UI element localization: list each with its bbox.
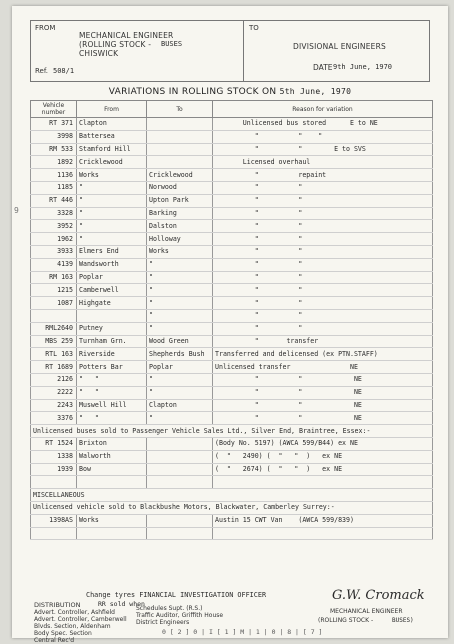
cell-to <box>147 476 213 489</box>
table-row <box>31 118 433 131</box>
table-body <box>31 118 433 540</box>
cell-to <box>147 143 213 156</box>
cell-to <box>147 437 213 450</box>
cell-to: Upton Park <box>147 194 213 207</box>
cell-vehicle: 1185 <box>31 181 77 194</box>
cell-from: Works <box>77 169 147 182</box>
cell-reason: " transfer <box>213 335 433 348</box>
cell-from: Muswell Hill <box>77 399 147 412</box>
cell-to: Norwood <box>147 181 213 194</box>
col-header-from: From <box>77 101 147 118</box>
cell-vehicle: 1215 <box>31 284 77 297</box>
cell-vehicle: RT 371 <box>31 118 77 131</box>
cell-to: Poplar <box>147 361 213 374</box>
cell-reason: Unlicensed transfer NE <box>213 361 433 374</box>
distribution-item: Body Spec. Section <box>34 630 92 637</box>
table-row <box>31 386 433 399</box>
header-box <box>30 20 430 82</box>
cell-vehicle: RT 1524 <box>31 437 77 450</box>
distribution-list-2 <box>136 605 223 626</box>
cell-reason: " " <box>213 271 433 284</box>
cell-vehicle: 2222 <box>31 386 77 399</box>
cell-vehicle: RM 163 <box>31 271 77 284</box>
cell-vehicle <box>31 476 77 489</box>
cell-reason: (Body No. 5197) (AWCA 599/B44) ex NE <box>213 437 433 450</box>
page-title <box>12 87 448 97</box>
cell-to <box>147 527 213 540</box>
distribution-item: Central Rec'd <box>34 637 75 644</box>
cell-to: Shepherds Bush <box>147 348 213 361</box>
cell-from <box>77 309 147 322</box>
cell-reason: Austin 15 CWT Van (AWCA 599/839) <box>213 514 433 527</box>
cell-vehicle <box>31 527 77 540</box>
cell-reason: ( " 2674) ( " " ) ex NE <box>213 463 433 476</box>
table-row <box>31 309 433 322</box>
table-row <box>31 233 433 246</box>
cell-from: Camberwell <box>77 284 147 297</box>
cell-reason: " " <box>213 284 433 297</box>
cell-reason: " " <box>213 245 433 258</box>
distribution-item: District Engineers <box>136 619 190 626</box>
table-row <box>31 437 433 450</box>
cell-to: Barking <box>147 207 213 220</box>
distribution-note: Change tyres FINANCIAL INVESTIGATION OFFICER <box>86 591 267 599</box>
distribution-label: DISTRIBUTION <box>34 601 81 609</box>
buses-typed: BUSES <box>161 40 183 48</box>
cell-reason: " repaint <box>213 169 433 182</box>
table-note-row <box>31 425 433 438</box>
cell-reason: " " <box>213 309 433 322</box>
cell-from <box>77 527 147 540</box>
table-row <box>31 220 433 233</box>
note-text: Unlicensed buses sold to Passenger Vehicle Sales Ltd., Silver End, Braintree, Essex:- <box>31 425 433 438</box>
cell-from: " <box>77 181 147 194</box>
cell-vehicle: 1338 <box>31 450 77 463</box>
cell-to: Works <box>147 245 213 258</box>
cell-to: " <box>147 284 213 297</box>
cell-to <box>147 514 213 527</box>
cell-from: Cricklewood <box>77 156 147 169</box>
table-header-row <box>31 101 433 118</box>
cell-reason: Unlicensed bus stored E to NE <box>213 118 433 131</box>
cell-from: " " <box>77 373 147 386</box>
table-row <box>31 348 433 361</box>
cell-to <box>147 156 213 169</box>
table-row <box>31 335 433 348</box>
cell-to: " <box>147 309 213 322</box>
date-value: 9th June, 1970 <box>333 63 393 71</box>
table-row <box>31 514 433 527</box>
cell-vehicle: 1136 <box>31 169 77 182</box>
cell-reason: " " <box>213 233 433 246</box>
cell-to: Clapton <box>147 399 213 412</box>
cell-to: " <box>147 412 213 425</box>
table-row <box>31 527 433 540</box>
cell-from: Putney <box>77 322 147 335</box>
cell-vehicle: 3952 <box>31 220 77 233</box>
cell-from: Works <box>77 514 147 527</box>
title-date: 5th June, 1970 <box>279 87 352 96</box>
cell-reason: " " NE <box>213 386 433 399</box>
cell-from: " " <box>77 386 147 399</box>
cell-to: " <box>147 373 213 386</box>
table-row <box>31 476 433 489</box>
table-row <box>31 156 433 169</box>
cell-from: Brixton <box>77 437 147 450</box>
cell-reason: " " <box>213 258 433 271</box>
cell-from: Highgate <box>77 297 147 310</box>
table-row <box>31 181 433 194</box>
cell-from: Bow <box>77 463 147 476</box>
cell-from: Stamford Hill <box>77 143 147 156</box>
cell-vehicle: RT 446 <box>31 194 77 207</box>
cell-from: " " <box>77 412 147 425</box>
cell-from: Battersea <box>77 130 147 143</box>
cell-from: Walworth <box>77 450 147 463</box>
cell-vehicle: 3328 <box>31 207 77 220</box>
cell-to: " <box>147 297 213 310</box>
cell-reason <box>213 476 433 489</box>
to-label: TO <box>249 24 259 32</box>
cell-reason <box>213 527 433 540</box>
cell-vehicle <box>31 309 77 322</box>
distribution-item: Schedules Supt. (R.S.) <box>136 605 203 612</box>
variations-table <box>30 100 433 540</box>
table-row <box>31 143 433 156</box>
cell-from <box>77 476 147 489</box>
cell-vehicle: 1087 <box>31 297 77 310</box>
from-line-1: MECHANICAL ENGINEER <box>79 31 174 40</box>
cell-from: Riverside <box>77 348 147 361</box>
cell-from: " <box>77 207 147 220</box>
table-row <box>31 463 433 476</box>
distribution-item: Traffic Auditor, Griffith House <box>136 612 224 619</box>
cell-reason: Transferred and delicensed (ex PTN.STAFF) <box>213 348 433 361</box>
cell-reason: " " <box>213 297 433 310</box>
cell-to: " <box>147 258 213 271</box>
cell-vehicle: MBS 259 <box>31 335 77 348</box>
col-header-reason: Reason for variation <box>213 101 433 118</box>
table-row <box>31 361 433 374</box>
cell-vehicle: 3998 <box>31 130 77 143</box>
cell-reason: " " NE <box>213 399 433 412</box>
cell-from: " <box>77 220 147 233</box>
cell-vehicle: 2126 <box>31 373 77 386</box>
distribution-item: Advert. Controller, Camberwell <box>34 616 127 623</box>
margin-mark: 9 <box>14 206 19 215</box>
date-label: DATE <box>313 63 333 72</box>
table-row <box>31 207 433 220</box>
from-label: FROM <box>35 24 56 32</box>
table-row <box>31 297 433 310</box>
cell-reason: ( " 2490) ( " " ) ex NE <box>213 450 433 463</box>
cell-to: Wood Green <box>147 335 213 348</box>
table-row <box>31 169 433 182</box>
cell-vehicle: RTL 163 <box>31 348 77 361</box>
cell-reason: " " <box>213 220 433 233</box>
table-row <box>31 412 433 425</box>
cell-to: " <box>147 271 213 284</box>
signature: G.W. Cromack <box>332 588 425 603</box>
table-row <box>31 284 433 297</box>
cell-vehicle: RML2640 <box>31 322 77 335</box>
cell-from: Wandsworth <box>77 258 147 271</box>
cell-vehicle: 1892 <box>31 156 77 169</box>
cell-reason: " " " <box>213 130 433 143</box>
cell-from: Clapton <box>77 118 147 131</box>
cell-to: Holloway <box>147 233 213 246</box>
cell-from: Turnham Grn. <box>77 335 147 348</box>
cell-vehicle: 1962 <box>31 233 77 246</box>
table-row <box>31 258 433 271</box>
note-text: Unlicensed vehicle sold to Blackbushe Motors, Blackwater, Camberley Surrey:- <box>31 501 433 514</box>
cell-reason: " " E to SVS <box>213 143 433 156</box>
to-value: DIVISIONAL ENGINEERS <box>293 42 386 51</box>
col-header-to: To <box>147 101 213 118</box>
header-divider <box>243 21 244 81</box>
note-text: MISCELLANEOUS <box>31 489 433 502</box>
ref-value: 508/1 <box>53 67 75 75</box>
cell-vehicle: 3933 <box>31 245 77 258</box>
from-line-2: (ROLLING STOCK - <box>79 40 152 49</box>
signature-subtitle: (ROLLING STOCK - <box>318 617 374 624</box>
cell-to <box>147 463 213 476</box>
cell-to <box>147 118 213 131</box>
cell-reason: " " <box>213 322 433 335</box>
cell-reason: Licensed overhaul <box>213 156 433 169</box>
cell-to: Dalston <box>147 220 213 233</box>
cell-from: " <box>77 194 147 207</box>
distribution-note-2: RR sold when <box>98 600 145 608</box>
cell-vehicle: 2243 <box>31 399 77 412</box>
table-row <box>31 373 433 386</box>
col-header-vehicle: Vehicle number <box>31 101 77 118</box>
cell-vehicle: RM 533 <box>31 143 77 156</box>
cell-reason: " " <box>213 207 433 220</box>
document-page <box>12 6 448 644</box>
signature-title: MECHANICAL ENGINEER <box>330 608 403 615</box>
ref-label: Ref. <box>35 67 49 75</box>
cell-vehicle: RT 1689 <box>31 361 77 374</box>
cell-from: " <box>77 233 147 246</box>
cell-vehicle: 3376 <box>31 412 77 425</box>
cell-reason: " " NE <box>213 373 433 386</box>
table-row <box>31 130 433 143</box>
table-row <box>31 322 433 335</box>
distribution-item: Blvds. Section, Aldenham <box>34 623 111 630</box>
table-note-row <box>31 501 433 514</box>
table-row <box>31 271 433 284</box>
cell-vehicle: 1939 <box>31 463 77 476</box>
cell-reason: " " <box>213 181 433 194</box>
cell-to: " <box>147 322 213 335</box>
table-row <box>31 399 433 412</box>
signature-buses: BUSES) <box>392 617 414 624</box>
distribution-item: Advert. Controller, Ashfield <box>34 609 115 616</box>
table-row <box>31 450 433 463</box>
cell-to <box>147 450 213 463</box>
cell-from: Potters Bar <box>77 361 147 374</box>
cell-reason: " " NE <box>213 412 433 425</box>
cell-to <box>147 130 213 143</box>
cell-to: Cricklewood <box>147 169 213 182</box>
cell-from: Poplar <box>77 271 147 284</box>
title-prefix: VARIATIONS IN ROLLING STOCK ON <box>108 87 277 97</box>
cell-from: Elmers End <box>77 245 147 258</box>
cell-to: " <box>147 386 213 399</box>
distribution-list-1 <box>34 609 127 644</box>
cell-reason: " " <box>213 194 433 207</box>
cell-vehicle: 1398AS <box>31 514 77 527</box>
cell-vehicle: 4139 <box>31 258 77 271</box>
table-note-row <box>31 489 433 502</box>
from-line-3: CHISWICK <box>79 49 119 58</box>
table-row <box>31 194 433 207</box>
table-row <box>31 245 433 258</box>
bottom-code: 0 [ 2 ] 0 | I [ 1 ] M | 1 | 0 | 8 | [ 7 ] <box>162 628 323 636</box>
